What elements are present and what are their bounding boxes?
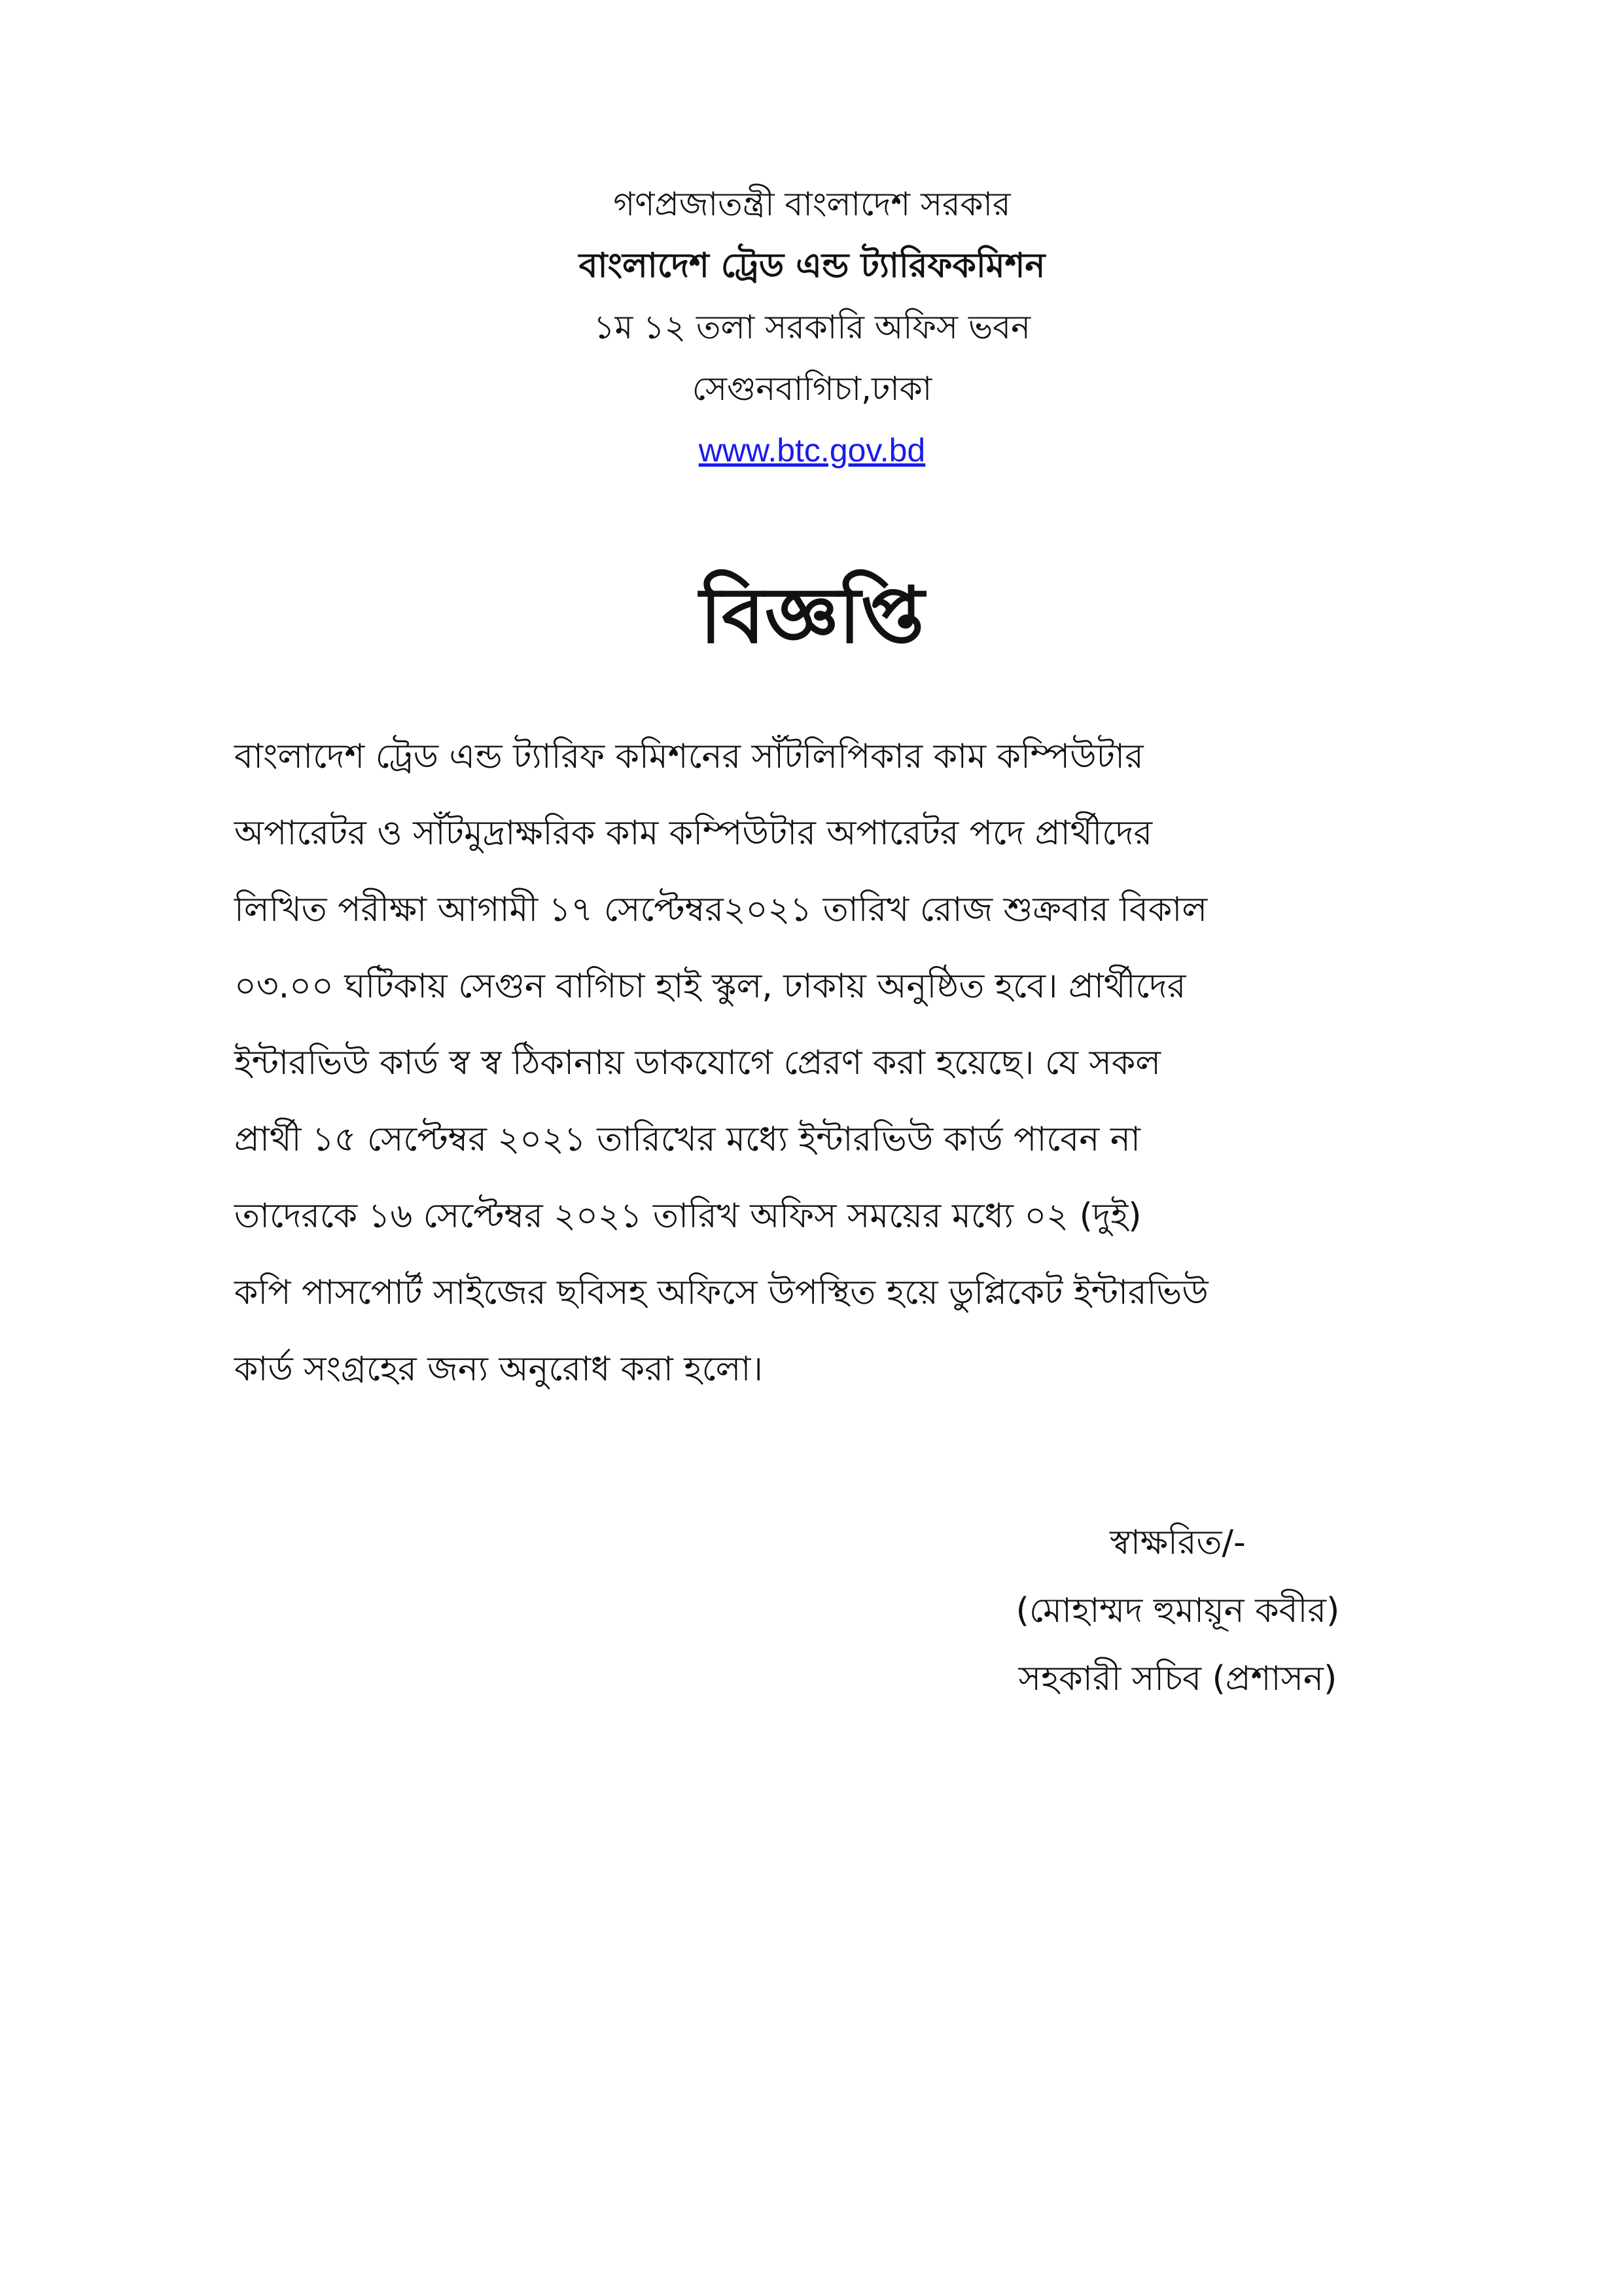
notice-title: বিজ্ঞপ্তি (699, 570, 925, 660)
notice-body-line: কপি পাসপোর্ট সাইজের ছবিসহ অফিসে উপস্থিত হয়ে ডুপ্লিকেট ইন্টারভিউ (234, 1273, 1209, 1312)
notice-body-line: বাংলাদেশ ট্রেড এন্ড ট্যারিফ কমিশনের সাঁটলিপিকার কাম কম্পিউটার (234, 737, 1144, 776)
signatory-designation: সহকারী সচিব (প্রশাসন) (1018, 1659, 1337, 1698)
notice-body-line: অপারেটর ও সাঁটমুদ্রাক্ষরিক কাম কম্পিউটার অপারেটর পদে প্রার্থীদের (234, 814, 1153, 853)
signature-block (903, 1509, 1453, 1713)
notice-body-line: প্রার্থী ১৫ সেপ্টেম্বর ২০২১ তারিখের মধ্যে ইন্টারভিউ কার্ড পাবেন না (234, 1120, 1140, 1159)
notice-body-line: ০৩.০০ ঘটিকায় সেগুন বাগিচা হাই স্কুল, ঢাকায় অনুষ্ঠিত হবে। প্রার্থীদের (234, 967, 1186, 1006)
letterhead (0, 173, 1624, 481)
notice-body-line: তাদেরকে ১৬ সেপ্টেম্বর ২০২১ তারিখ অফিস সময়ের মধ্যে ০২ (দুই) (234, 1196, 1142, 1236)
signatory-name: (মোহাম্মদ হুমায়ূন কবীর) (1015, 1591, 1340, 1630)
organization-name: বাংলাদেশ ট্রেড এন্ড ট্যারিফকমিশন (578, 246, 1046, 285)
notice-body-line: লিখিত পরীক্ষা আগামী ১৭ সেপ্টেম্বর২০২১ তারিখ রোজ শুক্রবার বিকাল (234, 890, 1208, 929)
notice-body (234, 719, 1425, 1408)
notice-body-line: কার্ড সংগ্রহের জন্য অনুরোধ করা হলো। (234, 1350, 764, 1389)
website-link[interactable]: www.btc.gov.bd (698, 432, 926, 469)
address-line-2: সেগুনবাগিচা,ঢাকা (692, 370, 932, 408)
government-name: গণপ্রজাতন্ত্রী বাংলাদেশ সরকার (613, 185, 1011, 223)
address-line-1: ১ম ১২ তলা সরকারি অফিস ভবন (593, 308, 1031, 346)
signed-mark: স্বাক্ষরিত/- (1110, 1523, 1246, 1562)
notice-body-line: ইন্টারভিউ কার্ড স্ব স্ব ঠিকানায় ডাকযোগে প্রেরণ করা হয়েছে। যে সকল (234, 1043, 1161, 1083)
